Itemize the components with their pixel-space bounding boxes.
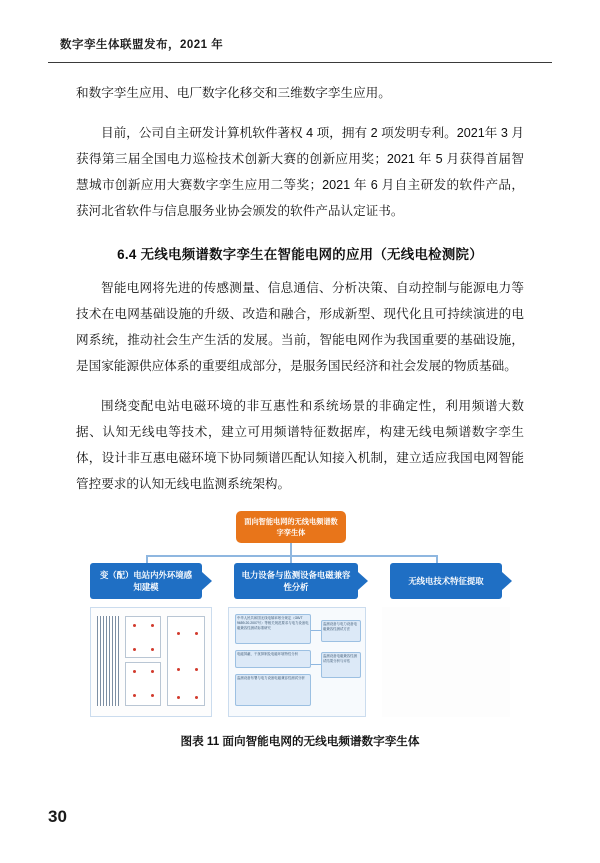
figure-container [76,511,524,723]
figure-panel-floorplan [90,607,212,717]
floorplan-sensor-dot [133,694,136,697]
figure-column-title-2: 电力设备与监测设备电磁兼容性分析 [234,563,358,599]
header-divider [48,62,552,63]
figure-panel-flow [228,607,366,717]
figure-arrow-1 [202,572,212,590]
paragraph-4: 围绕变配电站电磁环境的非互惠性和系统场景的非确定性，利用频谱大数据、认知无线电等技术，建立可用频谱特征数据库，构建无线电频谱数字孪生体，设计非互惠电磁环境下协同频谱匹配认知接入机制，建立适应我国电网智能管控要求的认知无线电监测系统架构。 [76,399,524,491]
floorplan-sensor-dot [177,696,180,699]
figure-top-box: 面向智能电网的无线电频谱数字孪生体 [236,511,346,543]
section-heading: 6.4 无线电频谱数字孪生在智能电网的应用（无线电检测院） [117,247,483,262]
connector-vertical-main [290,543,292,555]
floorplan-room-2 [125,662,161,706]
connector-down-right [436,555,438,563]
floorplan-sensor-dot [151,694,154,697]
floorplan-sensor-dot [195,668,198,671]
floorplan-sensor-dot [177,668,180,671]
connector-down-mid [290,555,292,563]
floorplan-sensor-dot [151,670,154,673]
floorplan-sensor-dot [133,670,136,673]
figure-arrow-3 [502,572,512,590]
figure-caption: 图表 11 面向智能电网的无线电频谱数字孪生体 [180,735,420,748]
floorplan-sensor-dot [195,632,198,635]
connector-horizontal-main [146,555,438,557]
figure-column-title-3: 无线电技术特征提取 [390,563,502,599]
flow-box-5: 监测设备电磁兼容性测试结果分析与评估 [321,652,361,678]
flow-box-2: 电磁屏蔽、干扰抑制及电磁环境特性分析 [235,650,311,668]
paragraph-1: 和数字孪生应用、电厂数字化移交和三维数字孪生应用。 [76,86,391,100]
running-header: 数字孪生体联盟发布，2021 年 [60,39,224,51]
floorplan-sensor-dot [177,632,180,635]
figure-11 [76,511,524,723]
floorplan-room-3 [167,616,205,706]
floorplan-sensor-dot [133,624,136,627]
floorplan-sensor-dot [151,648,154,651]
figure-panel-charts [382,607,510,717]
paragraph-2: 目前，公司自主研发计算机软件著权 4 项，拥有 2 项发明专利。2021年 3 月获得第三届全国电力巡检技术创新大赛的创新应用奖；2021 年 5 月获得首届智慧城市创新应用大赛数字孪生应用二等奖；2021 年 6 月自主研发的软件产品，获河北省软件与信息服务业协会颁发的软件产品认定证书。 [76,126,524,218]
flow-connector-1 [311,630,321,631]
floorplan-sensor-dot [195,696,198,699]
connector-down-left [146,555,148,563]
figure-arrow-2 [358,572,368,590]
floorplan-hatch-left [97,616,119,706]
flow-box-3: 监测设备布署与电力设备电磁兼容性测试分析 [235,674,311,706]
page-content [76,80,524,749]
flow-connector-2 [311,664,321,665]
flow-box-1: 中华人民共和国无线电频率划分规定（GB/T 9659.20.2007号）等相关规范要求与电力设备电磁兼容性测试标准研究 [235,614,311,644]
flow-box-4: 监测设备与电力设备电磁兼容性测试方法 [321,620,361,642]
paragraph-3: 智能电网将先进的传感测量、信息通信、分析决策、自动控制与能源电力等技术在电网基础设施的升级、改造和融合，形成新型、现代化且可持续演进的电网系统，推动社会生产生活的发展。当前，智能电网作为我国重要的基础设施，是国家能源供应体系的重要组成部分，是服务国民经济和社会发展的物质基础。 [76,281,524,373]
floorplan-sensor-dot [133,648,136,651]
page-number: 30 [48,807,67,826]
floorplan-room-1 [125,616,161,658]
floorplan-sensor-dot [151,624,154,627]
figure-column-title-1: 变（配）电站内外环境感知建模 [90,563,202,599]
